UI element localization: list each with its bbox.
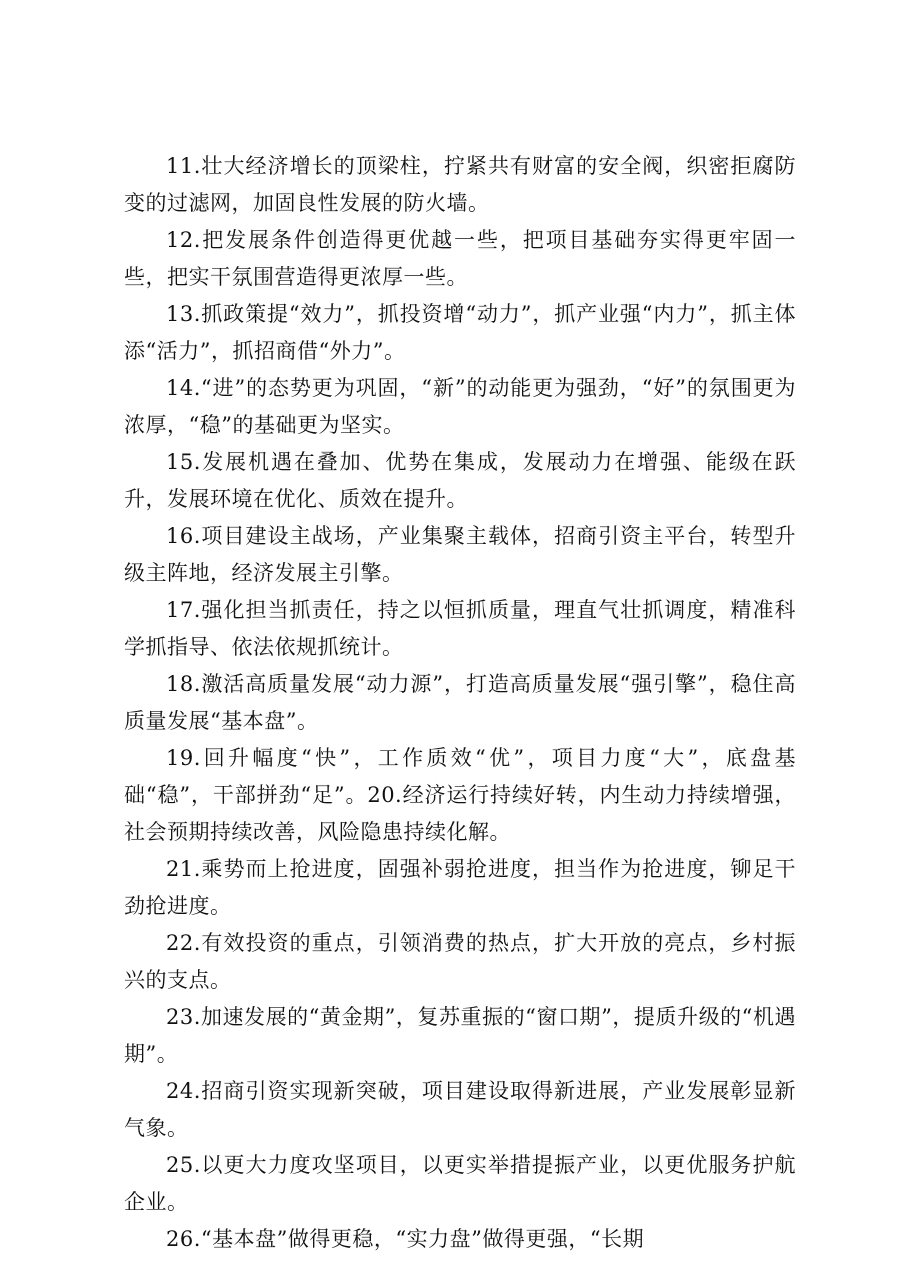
- paragraph-21: 21.乘势而上抢进度，固强补弱抢进度，担当作为抢进度，铆足干劲抢进度。: [124, 857, 796, 918]
- paragraph-15: 15.发展机遇在叠加、优势在集成，发展动力在增强、能级在跃升，发展环境在优化、质效在提升。: [124, 450, 796, 511]
- paragraph-25: 25.以更大力度攻坚项目，以更实举措提振产业，以更优服务护航企业。: [124, 1153, 796, 1214]
- document-body: [124, 148, 796, 1258]
- paragraph-22: 22.有效投资的重点，引领消费的热点，扩大开放的亮点，乡村振兴的支点。: [124, 931, 796, 992]
- paragraph-24: 24.招商引资实现新突破，项目建设取得新进展，产业发展彰显新气象。: [124, 1079, 796, 1140]
- paragraph-14: 14.“进”的态势更为巩固，“新”的动能更为强劲，“好”的氛围更为浓厚，“稳”的基础更为坚实。: [124, 376, 796, 437]
- paragraph-23: 23.加速发展的“黄金期”，复苏重振的“窗口期”，提质升级的“机遇期”。: [124, 1005, 796, 1066]
- paragraph-17: 17.强化担当抓责任，持之以恒抓质量，理直气壮抓调度，精准科学抓指导、依法依规抓统计。: [124, 598, 796, 659]
- paragraph-19-20: 19.回升幅度“快”，工作质效“优”，项目力度“大”，底盘基础“稳”，干部拼劲“足”。20.经济运行持续好转，内生动力持续增强，社会预期持续改善，风险隐患持续化解。: [124, 746, 796, 844]
- paragraph-11: 11.壮大经济增长的顶梁柱，拧紧共有财富的安全阀，织密拒腐防变的过滤网，加固良性发展的防火墙。: [124, 154, 796, 215]
- paragraph-12: 12.把发展条件创造得更优越一些，把项目基础夯实得更牢固一些，把实干氛围营造得更浓厚一些。: [124, 228, 796, 289]
- paragraph-13: 13.抓政策提“效力”，抓投资增“动力”，抓产业强“内力”，抓主体添“活力”，抓招商借“外力”。: [124, 302, 796, 363]
- paragraph-16: 16.项目建设主战场，产业集聚主载体，招商引资主平台，转型升级主阵地，经济发展主引擎。: [124, 524, 796, 585]
- paragraph-26: 26.“基本盘”做得更稳，“实力盘”做得更强，“长期: [166, 1227, 645, 1251]
- paragraph-18: 18.激活高质量发展“动力源”，打造高质量发展“强引擎”，稳住高质量发展“基本盘”。: [124, 672, 796, 733]
